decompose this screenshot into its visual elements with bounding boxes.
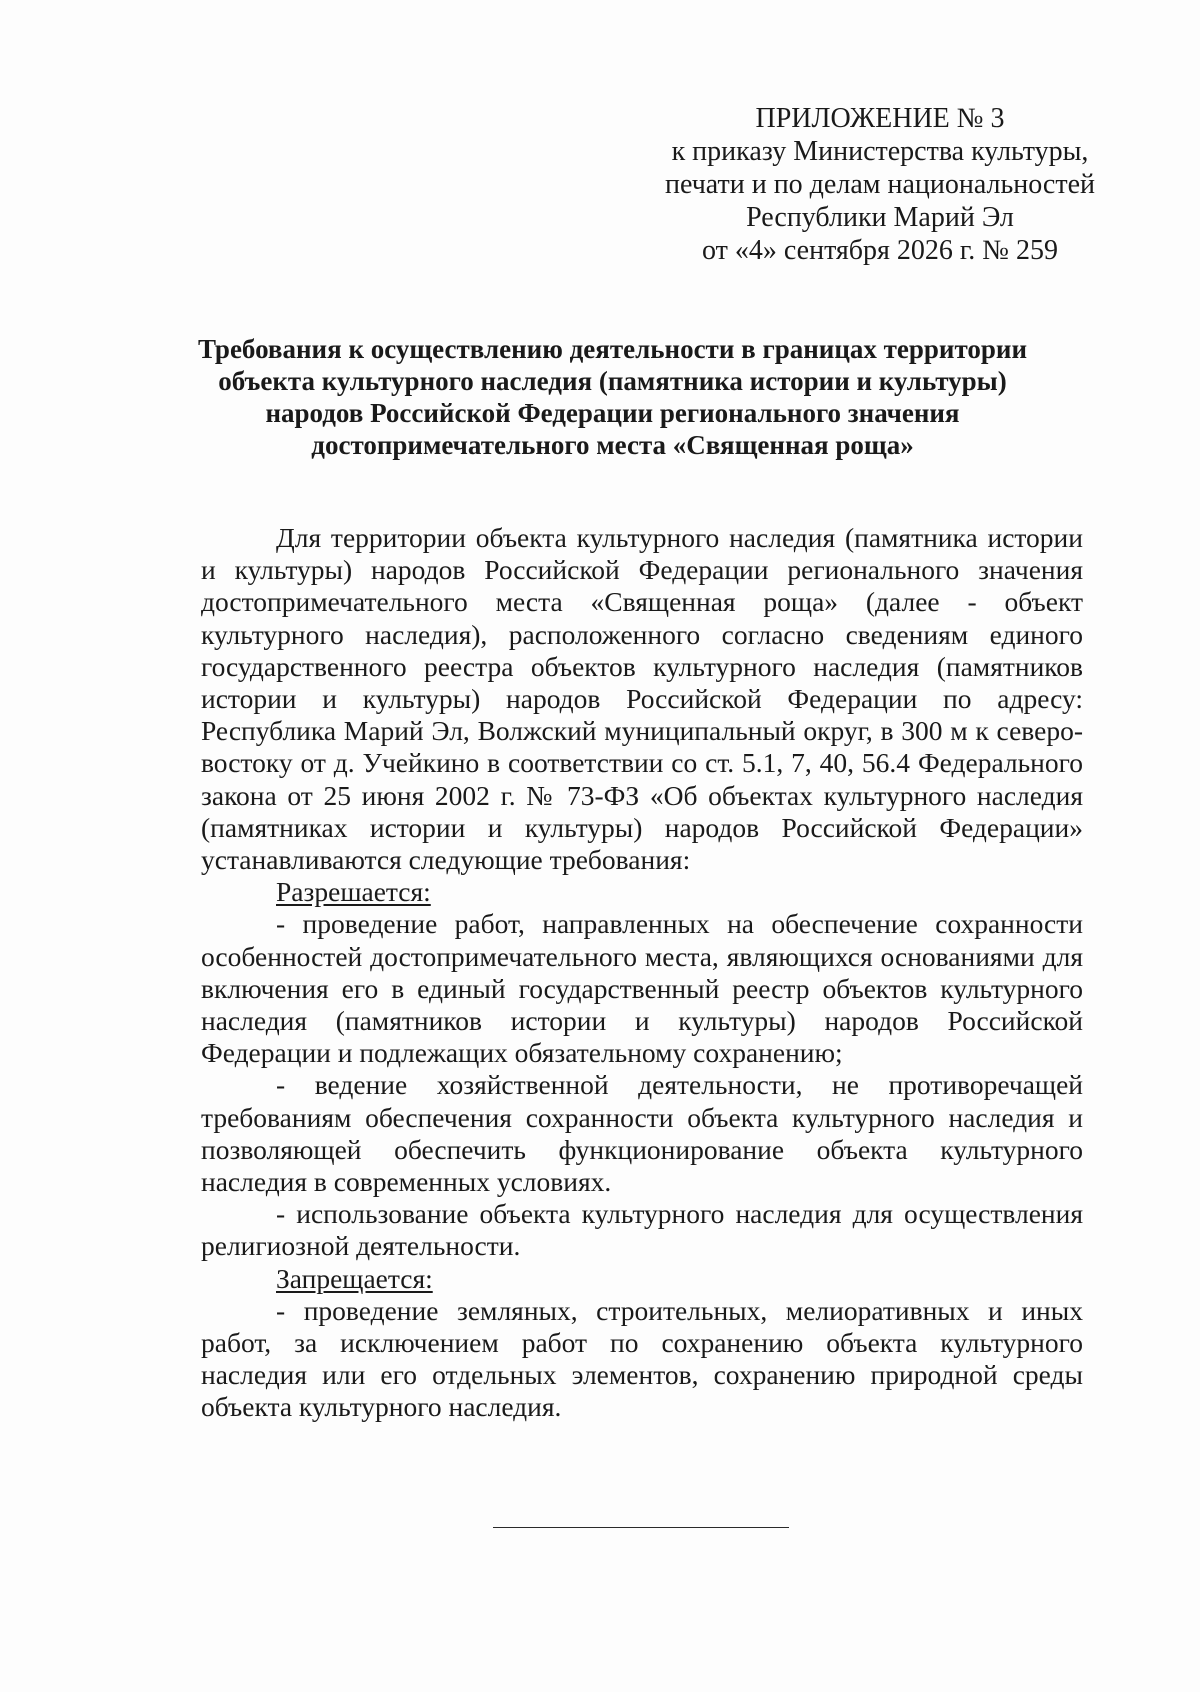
end-of-document-rule — [493, 1527, 789, 1528]
title-line-4: достопримечательного места «Священная роща» — [311, 430, 914, 460]
document-title — [150, 333, 1075, 461]
appendix-republic: Республики Марий Эл — [746, 202, 1014, 233]
title-line-2: объекта культурного наследия (памятника истории и культуры) — [218, 366, 1007, 396]
allowed-item: - ведение хозяйственной деятельности, не противоречащей требованиям обеспечения сохранности объекта культурного наследия и позволяющей обеспечить функционирование объекта культурного наследия в современных условиях. — [201, 1069, 1083, 1198]
forbidden-heading: Запрещается: — [276, 1262, 433, 1294]
appendix-date-number: от «4» сентября 2026 г. № 259 — [702, 235, 1058, 266]
forbidden-item: - проведение земляных, строительных, мелиоративных и иных работ, за исключением работ по сохранению объекта культурного наследия или его отдельных элементов, сохранению природной среды объекта культурного наследия. — [201, 1294, 1083, 1423]
appendix-number: ПРИЛОЖЕНИЕ № 3 — [755, 103, 1005, 134]
appendix-header — [640, 102, 1120, 267]
appendix-ministry: печати и по делам национальностей — [664, 169, 1096, 200]
allowed-item: - использование объекта культурного наследия для осуществления религиозной деятельности. — [201, 1198, 1083, 1262]
intro-paragraph: Для территории объекта культурного наследия (памятника истории и культуры) народов Российской Федерации регионального значения достопримечательного места «Священная роща» (далее - объект культурного наследия), расположенного согласно сведениям единого государственного реестра объектов культурного наследия (памятников истории и культуры) народов Российской Федерации по адресу: Республика Марий Эл, Волжский муниципальный округ, в 300 м к северо-востоку от д. Учейкино в соответствии со ст. 5.1, 7, 40, 56.4 Федерального закона от 25 июня 2002 г. № 73-ФЗ «Об объектах культурного наследия (памятниках истории и культуры) народов Российской Федерации» устанавливаются следующие требования: — [201, 522, 1083, 876]
allowed-item: - проведение работ, направленных на обеспечение сохранности особенностей достопримечательного места, являющихся основаниями для включения его в единый государственный реестр объектов культурного наследия (памятников истории и культуры) народов Российской Федерации и подлежащих обязательному сохранению; — [201, 908, 1083, 1069]
title-line-1: Требования к осуществлению деятельности в границах территории — [197, 334, 1028, 364]
appendix-order-ref: к приказу Министерства культуры, — [671, 136, 1089, 167]
allowed-heading: Разрешается: — [276, 876, 431, 908]
document-body — [201, 522, 1083, 1424]
title-line-3: народов Российской Федерации регионального значения — [265, 398, 960, 428]
